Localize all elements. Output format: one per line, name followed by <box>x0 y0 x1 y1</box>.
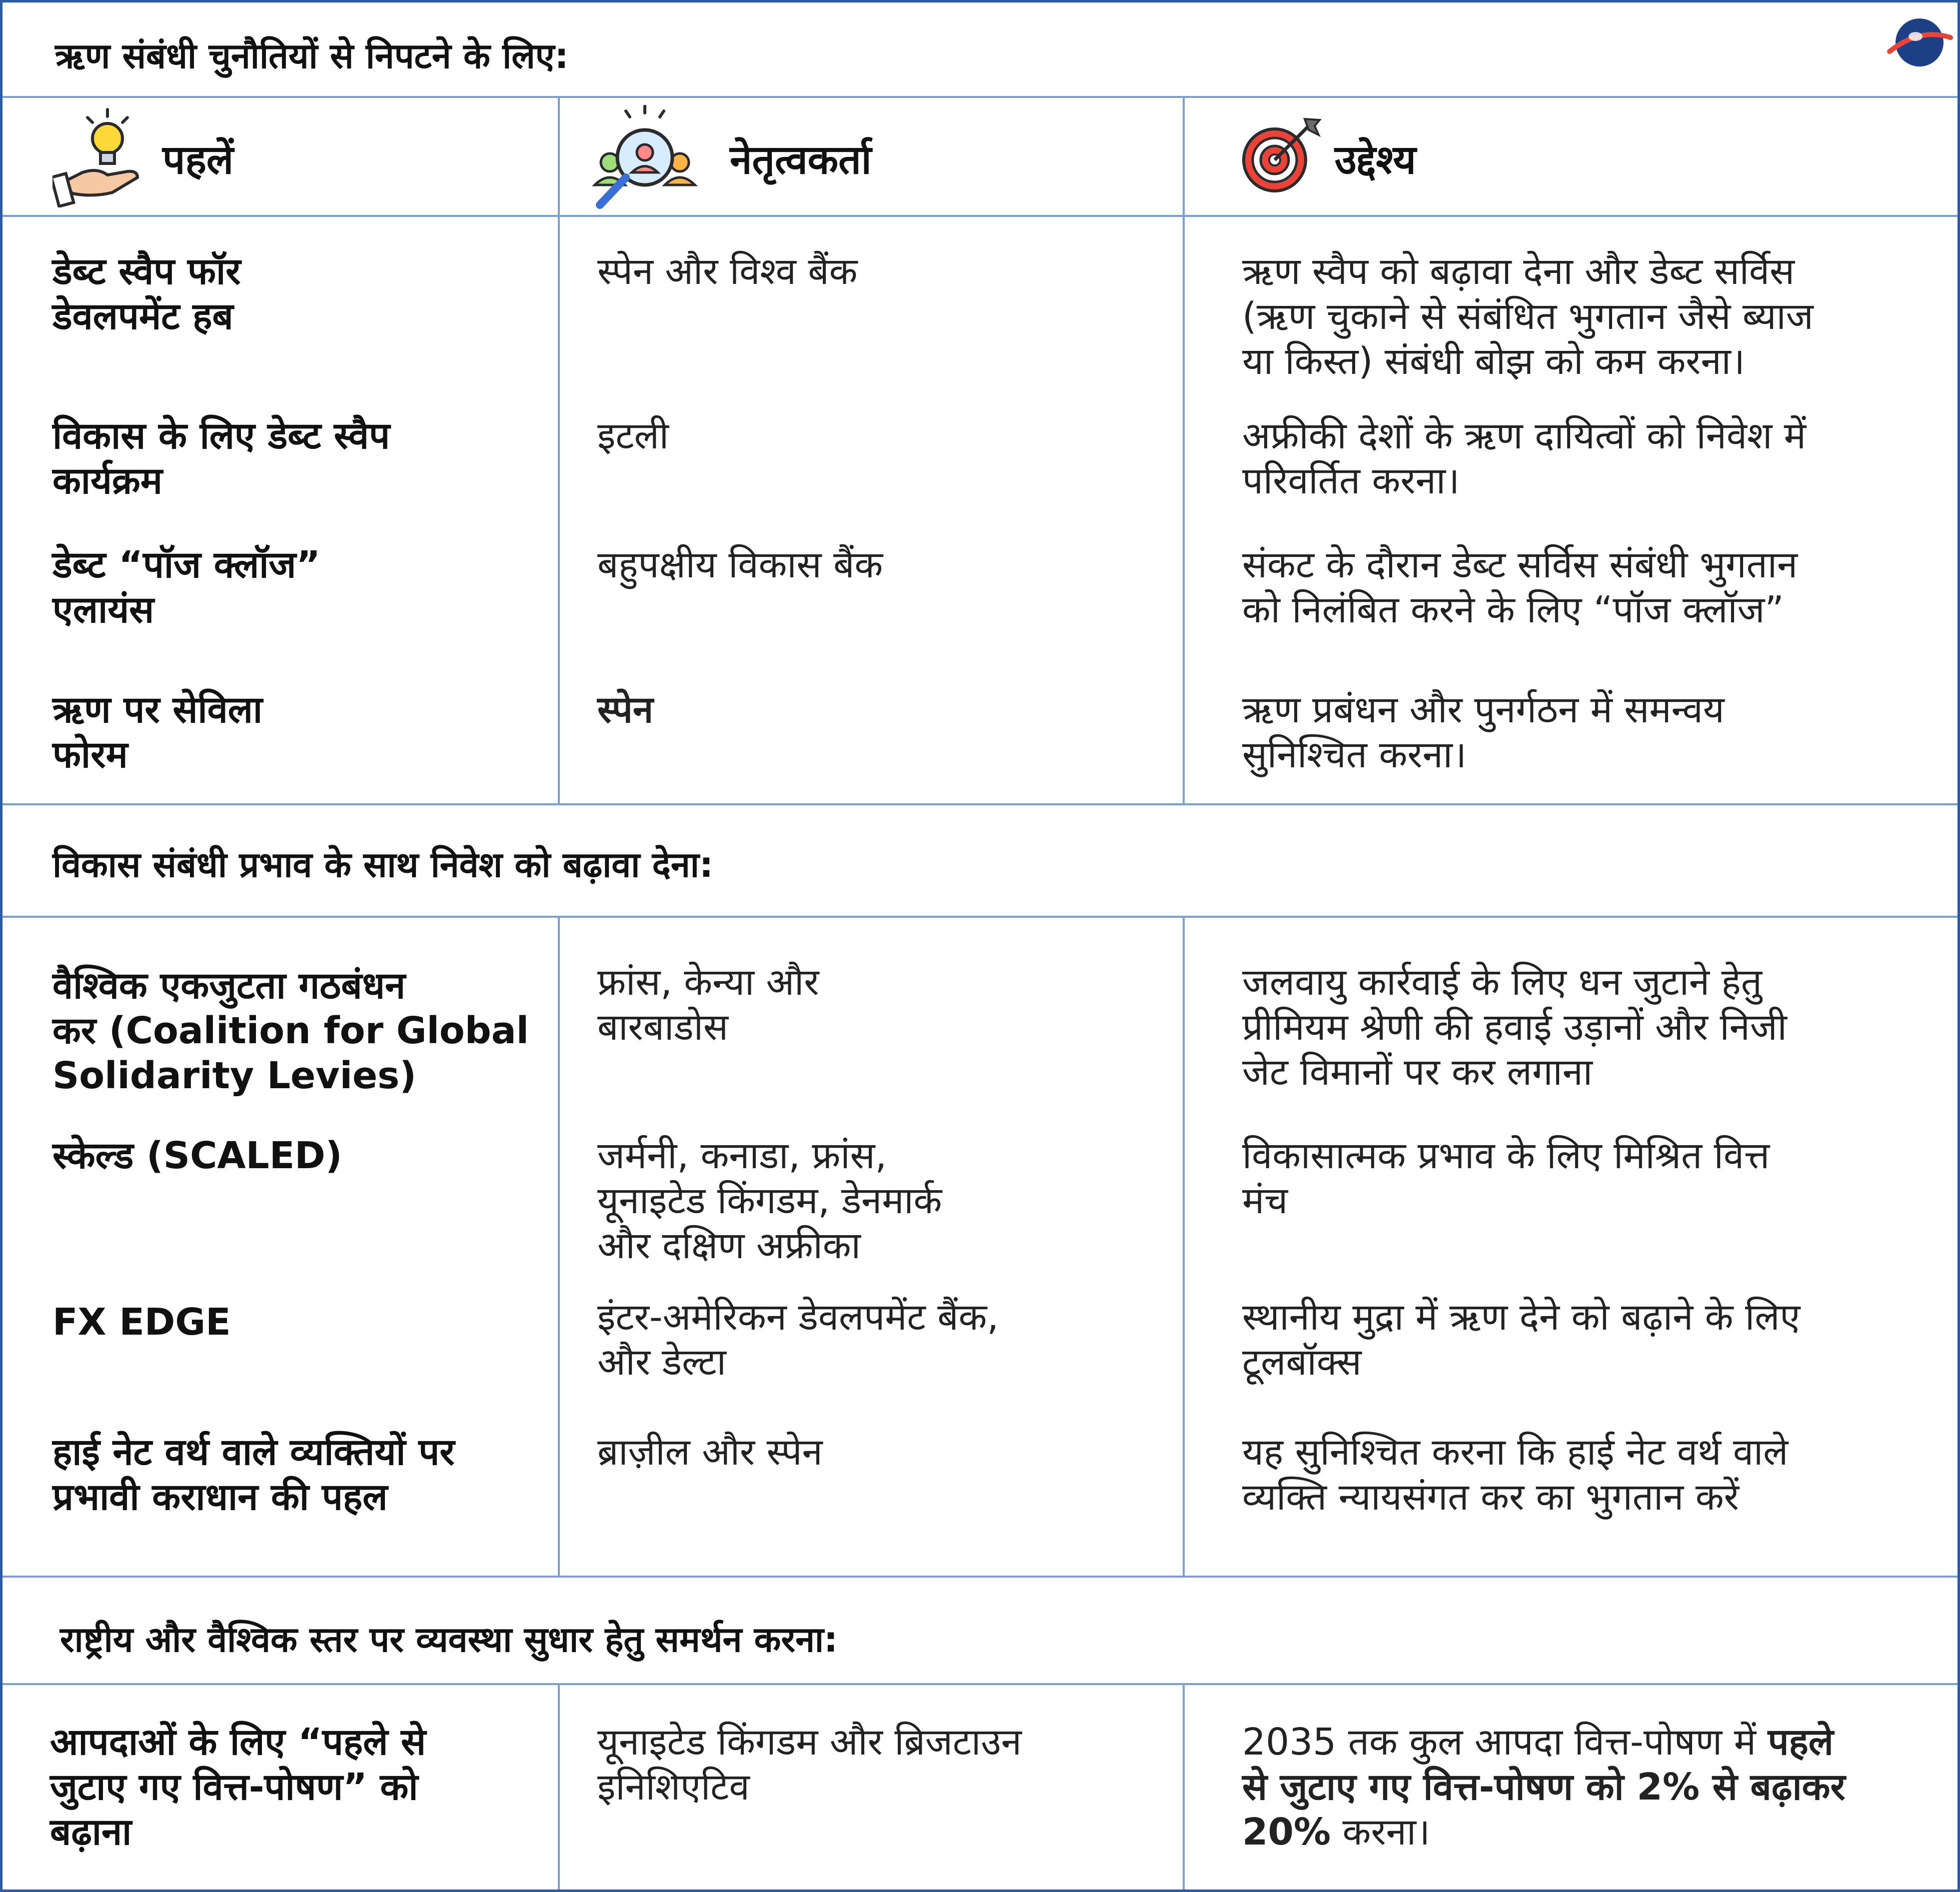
row-initiative: ऋण पर सेविला फोरम <box>52 688 263 776</box>
row-initiative: विकास के लिए डेब्ट स्वैप कार्यक्रम <box>52 414 390 502</box>
row-lead: स्पेन <box>597 688 653 731</box>
row-objective: जलवायु कार्रवाई के लिए धन जुटाने हेतु प्रीमियम श्रेणी की हवाई उड़ानों और निजी जेट विमानों पर कर लगाना <box>1242 961 1787 1094</box>
divider <box>2 803 1958 805</box>
column-divider <box>1183 917 1185 1576</box>
column-divider <box>1183 1684 1185 1890</box>
divider <box>2 96 1958 98</box>
objective-text: 2035 तक कुल आपदा वित्त-पोषण में <box>1242 1721 1768 1764</box>
row-objective <box>1242 1720 1937 1855</box>
row-initiative: स्केल्ड (SCALED) <box>52 1134 342 1177</box>
header-leads: नेतृत्वकर्ता <box>730 136 872 183</box>
row-objective: संकट के दौरान डेब्ट सर्विस संबंधी भुगतान को निलंबित करने के लिए “पॉज क्लॉज” <box>1242 543 1798 631</box>
row-lead: जर्मनी, कनाडा, फ्रांस, यूनाइटेड किंगडम, डेनमार्क और दक्षिण अफ्रीका <box>597 1134 942 1267</box>
divider <box>2 1576 1958 1578</box>
column-divider <box>558 1684 560 1890</box>
magnifier-people-icon <box>590 105 700 212</box>
globe-logo-icon <box>1885 7 1955 77</box>
divider <box>2 916 1958 918</box>
hand-lightbulb-icon <box>52 107 147 207</box>
objective-highlight: पहले से जुटाए गए वित्त-पोषण को 2% से बढ़ाकर 20% <box>1242 1721 1846 1854</box>
row-lead: फ्रांस, केन्या और बारबाडोस <box>597 961 819 1049</box>
row-objective: अफ्रीकी देशों के ऋण दायित्वों को निवेश में परिवर्तित करना। <box>1242 414 1807 502</box>
objective-text: करना। <box>1331 1811 1431 1854</box>
row-initiative: डेब्ट “पॉज क्लॉज” एलायंस <box>52 543 321 631</box>
row-lead: ब्राज़ील और स्पेन <box>597 1431 823 1474</box>
row-objective: स्थानीय मुद्रा में ऋण देने को बढ़ाने के लिए टूलबॉक्स <box>1242 1296 1801 1384</box>
row-initiative: हाई नेट वर्थ वाले व्यक्तियों पर प्रभावी कराधान की पहल <box>52 1431 455 1519</box>
row-lead: स्पेन और विश्व बैंक <box>597 250 858 293</box>
header-initiatives: पहलें <box>162 136 234 183</box>
row-initiative: वैश्विक एकजुटता गठबंधन कर (Coalition for Global Solidarity Levies) <box>52 964 529 1097</box>
row-initiative: आपदाओं के लिए “पहले से जुटाए गए वित्त-पोषण” को बढ़ाना <box>50 1721 426 1854</box>
section-title-debt: ऋण संबंधी चुनौतियों से निपटने के लिए: <box>55 35 569 76</box>
row-initiative: डेब्ट स्वैप फॉर डेवलपमेंट हब <box>52 250 241 338</box>
column-divider <box>558 917 560 1576</box>
row-lead: बहुपक्षीय विकास बैंक <box>597 543 883 586</box>
divider <box>2 215 1958 217</box>
row-objective: ऋण स्वैप को बढ़ावा देना और डेब्ट सर्विस (ऋण चुकाने से संबंधित भुगतान जैसे ब्याज या किस्त) संबंधी बोझ को कम करना। <box>1242 250 1814 383</box>
row-objective: विकासात्मक प्रभाव के लिए मिश्रित वित्त मंच <box>1242 1134 1770 1222</box>
row-initiative: FX EDGE <box>52 1301 231 1344</box>
row-objective: यह सुनिश्चित करना कि हाई नेट वर्थ वाले व्यक्ति न्यायसंगत कर का भुगतान करें <box>1242 1431 1789 1519</box>
column-divider <box>558 97 560 803</box>
divider <box>2 1683 1958 1685</box>
column-divider <box>1183 97 1185 803</box>
section-title-investment: विकास संबंधी प्रभाव के साथ निवेश को बढ़ावा देना: <box>52 844 713 885</box>
target-arrow-icon <box>1240 115 1325 195</box>
header-objectives: उद्देश्य <box>1335 136 1416 183</box>
section-title-reform: राष्ट्रीय और वैश्विक स्तर पर व्यवस्था सुधार हेतु समर्थन करना: <box>60 1619 838 1660</box>
row-objective: ऋण प्रबंधन और पुनर्गठन में समन्वय सुनिश्चित करना। <box>1242 688 1725 776</box>
row-lead: यूनाइटेड किंगडम और ब्रिजटाउन इनिशिएटिव <box>597 1721 1022 1809</box>
row-lead: इटली <box>597 414 669 457</box>
row-lead: इंटर-अमेरिकन डेवलपमेंट बैंक, और डेल्टा <box>597 1296 999 1384</box>
